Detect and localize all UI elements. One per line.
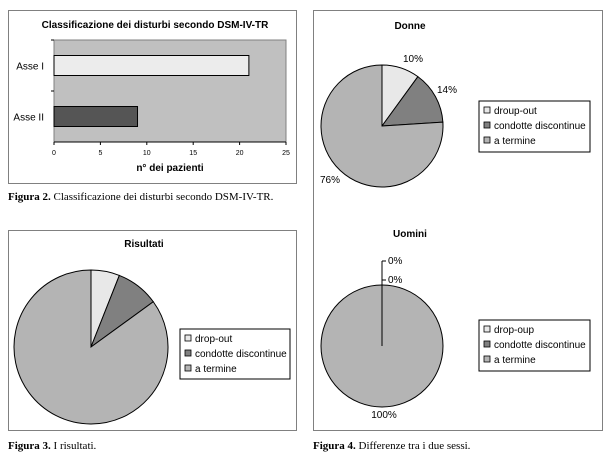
donne-legend-swatch [484, 107, 490, 113]
results-legend-swatch [185, 335, 191, 341]
donne-data-label: 10% [403, 54, 424, 65]
caption-label: Figura 4. [313, 440, 356, 452]
bar-category-label: Asse I [16, 61, 44, 73]
donne-data-label: 14% [437, 85, 458, 96]
x-tick-label: 25 [282, 150, 290, 157]
uomini-legend-swatch [484, 341, 490, 347]
results-legend-swatch [185, 350, 191, 356]
donne-data-label: 76% [320, 175, 341, 186]
results-legend-label: drop-out [195, 334, 233, 345]
caption-text: Differenze tra i due sessi. [355, 440, 471, 452]
x-tick-label: 15 [189, 150, 198, 157]
donne-legend-swatch [484, 137, 490, 143]
uomini-legend-swatch [484, 356, 490, 362]
uomini-legend-label: condotte discontinue [494, 340, 586, 351]
results-legend-label: a termine [195, 364, 237, 375]
uomini-legend-swatch [484, 326, 490, 332]
donne-legend-swatch [484, 122, 490, 128]
uomini-data-label: 100% [371, 410, 397, 421]
donne-pie-title: Donne [394, 21, 426, 32]
donne-legend-label: droup-out [494, 106, 537, 117]
donne-legend-label: a termine [494, 136, 536, 147]
uomini-pie-title: Uomini [393, 229, 427, 240]
x-axis-label: n° dei pazienti [136, 163, 204, 174]
uomini-legend-label: a termine [494, 355, 536, 366]
uomini-data-label: 0% [388, 275, 403, 286]
bar-chart-title: Classificazione dei disturbi secondo DSM-IV-TR [41, 20, 269, 31]
caption-text: I risultati. [50, 440, 97, 452]
x-tick-label: 0 [52, 150, 56, 157]
caption-text: Classificazione dei disturbi secondo DSM-IV-TR. [50, 191, 274, 203]
caption-label: Figura 3. [8, 440, 51, 452]
x-tick-label: 20 [235, 150, 244, 157]
results-pie-title: Risultati [124, 239, 164, 250]
bar-asse-ii [54, 107, 138, 127]
results-legend-swatch [185, 365, 191, 371]
results-legend-label: condotte discontinue [195, 349, 287, 360]
bar-category-label: Asse II [13, 112, 44, 124]
x-tick-label: 5 [98, 150, 103, 157]
caption-label: Figura 2. [8, 191, 51, 203]
uomini-legend-label: drop-oup [494, 325, 535, 336]
uomini-data-label: 0% [388, 256, 403, 267]
x-tick-label: 10 [142, 150, 151, 157]
donne-legend-label: condotte discontinue [494, 121, 586, 132]
bar-asse-i [54, 56, 249, 76]
